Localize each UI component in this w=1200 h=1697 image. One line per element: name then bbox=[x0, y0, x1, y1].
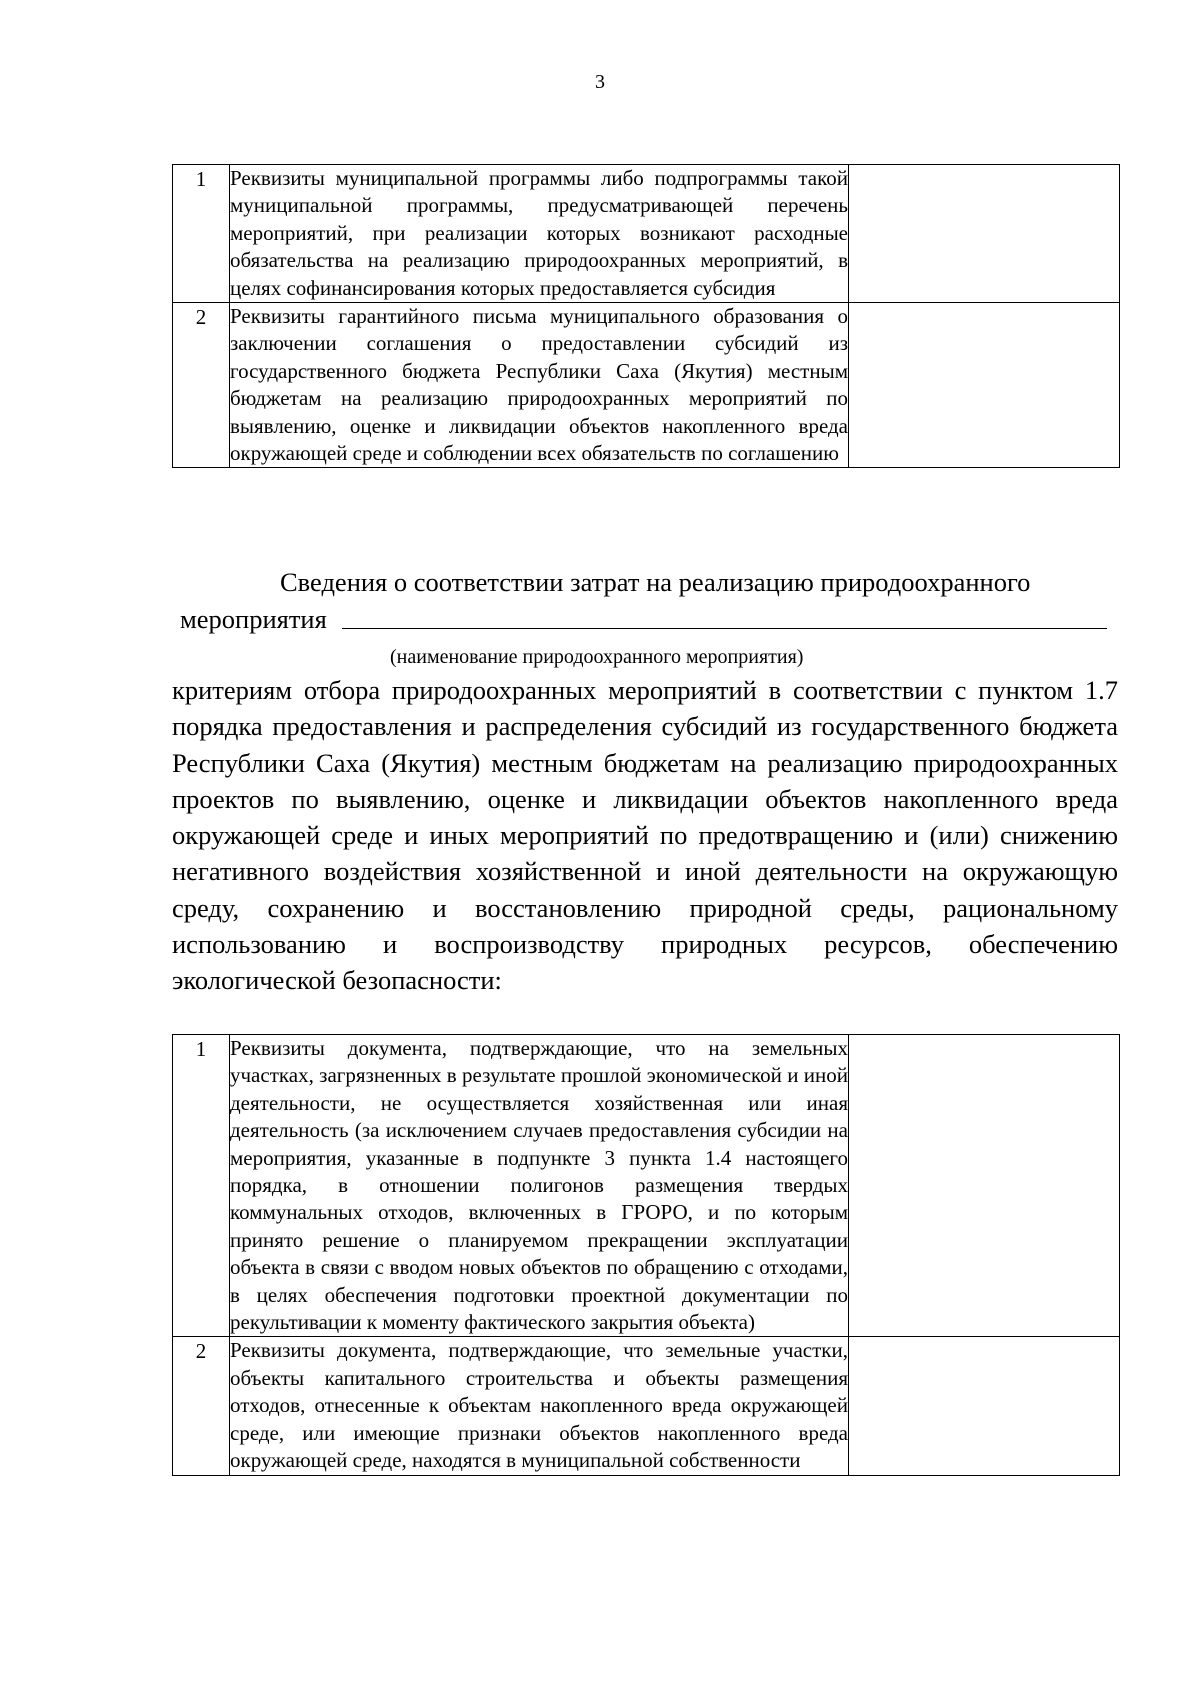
row-value-cell[interactable] bbox=[849, 165, 1120, 303]
table-row bbox=[173, 165, 1120, 303]
table-row bbox=[173, 303, 1120, 468]
row-value-cell[interactable] bbox=[849, 303, 1120, 468]
row-description: Реквизиты документа, подтверждающие, что земельные участки, объекты капитального строительства и объекты размещения отходов, отнесенные к объектам накопленного вреда окружающей среде, или имеющие признаки объектов накопленного вреда окружающей среде, находятся в муниципальной собственности bbox=[230, 1337, 849, 1475]
row-description: Реквизиты документа, подтверждающие, что на земельных участках, загрязненных в результате прошлой экономической и иной деятельности, не осуществляется хозяйственная или иная деятельность (за исключением случаев предоставления субсидии на мероприятия, указанные в подпункте 3 пункта 1.4 настоящего порядка, в отношении полигонов размещения твердых коммунальных отходов, включенных в ГРОРО, и по которым принято решение о планируемом прекращении эксплуатации объекта в связи с вводом новых объектов по обращению с отходами, в целях обеспечения подготовки проектной документации по рекультивации к моменту фактического закрытия объекта) bbox=[230, 1035, 849, 1337]
page-number: 3 bbox=[595, 71, 605, 93]
row-number: 1 bbox=[173, 165, 230, 303]
row-description: Реквизиты гарантийного письма муниципального образования о заключении соглашения о предоставлении субсидий из государственного бюджета Республики Саха (Якутия) местным бюджетам на реализацию природоохранных мероприятий по выявлению, оценке и ликвидации объектов накопленного вреда окружающей среде и соблюдении всех обязательств по соглашению bbox=[230, 303, 849, 468]
requisites-table-2 bbox=[172, 1034, 1120, 1476]
table-row bbox=[173, 1035, 1120, 1337]
section-heading-continuation: мероприятия bbox=[180, 604, 327, 634]
row-number: 2 bbox=[173, 1337, 230, 1475]
row-value-cell[interactable] bbox=[849, 1337, 1120, 1475]
row-number: 1 bbox=[173, 1035, 230, 1337]
field-caption: (наименование природоохранного мероприятия) bbox=[390, 646, 804, 668]
row-value-cell[interactable] bbox=[849, 1035, 1120, 1337]
row-number: 2 bbox=[173, 303, 230, 468]
measure-name-field[interactable] bbox=[342, 628, 1107, 629]
table-row bbox=[173, 1337, 1120, 1475]
requisites-table-1 bbox=[172, 164, 1120, 468]
section-heading: Сведения о соответствии затрат на реализацию природоохранного bbox=[280, 567, 1031, 597]
row-description: Реквизиты муниципальной программы либо подпрограммы такой муниципальной программы, предусматривающей перечень мероприятий, при реализации которых возникают расходные обязательства на реализацию природоохранных мероприятий, в целях софинансирования которых предоставляется субсидия bbox=[230, 165, 849, 303]
criteria-paragraph: критериям отбора природоохранных мероприятий в соответствии с пунктом 1.7 порядка предоставления и распределения субсидий из государственного бюджета Республики Саха (Якутия) местным бюджетам на реализацию природоохранных проектов по выявлению, оценке и ликвидации объектов накопленного вреда окружающей среде и иных мероприятий по предотвращению и (или) снижению негативного воздействия хозяйственной и иной деятельности на окружающую среду, сохранению и восстановлению природной среды, рациональному использованию и воспроизводству природных ресурсов, обеспечению экологической безопасности: bbox=[172, 675, 1118, 996]
